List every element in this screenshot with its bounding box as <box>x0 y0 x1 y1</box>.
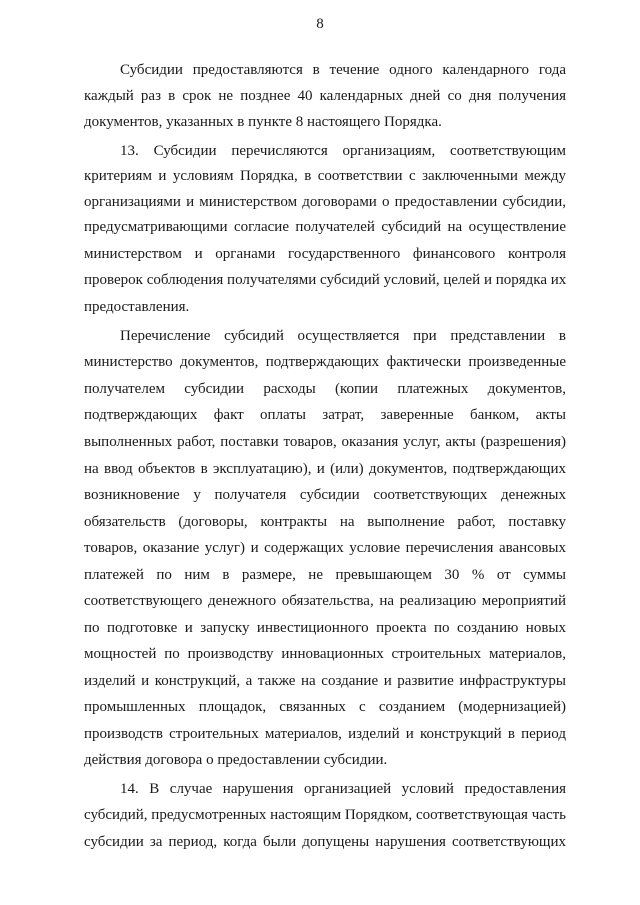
text-line: организациями и министерством договорами о предоставлении субсидии, <box>84 194 566 210</box>
text-line: мощностей по производству инновационных строительных материалов, <box>84 646 566 662</box>
text-line: платежей по ним в размере, не превышающем 30 % от суммы <box>84 567 566 583</box>
text-line: промышленных площадок, связанных с созданием (модернизацией) <box>84 699 566 715</box>
text-line: производств строительных материалов, изделий и конструкций в период <box>84 726 566 742</box>
text-line: субсидий, предусмотренных настоящим Порядком, соответствующая часть <box>84 807 566 823</box>
text-line: документов, указанных в пункте 8 настоящего Порядка. <box>84 114 442 130</box>
text-line: 14. В случае нарушения организацией условий предоставления <box>120 781 566 797</box>
text-line: действия договора о предоставлении субсидии. <box>84 752 388 768</box>
text-line: на ввод объектов в эксплуатацию), и (или) документов, подтверждающих <box>84 461 566 477</box>
text-line: выполненных работ, поставки товаров, оказания услуг, акты (разрешения) <box>84 434 566 450</box>
text-line: изделий и конструкций, а также на создание и развитие инфраструктуры <box>84 673 566 689</box>
text-line: товаров, оказание услуг) и содержащих условие перечисления авансовых <box>84 540 566 556</box>
text-line: возникновение у получателя субсидии соответствующих денежных <box>84 487 566 503</box>
text-line: по подготовке и запуску инвестиционного проекта по созданию новых <box>84 620 566 636</box>
text-line: предоставления. <box>84 299 190 315</box>
text-line: Перечисление субсидий осуществляется при представлении в <box>120 328 566 344</box>
text-line: каждый раз в срок не позднее 40 календарных дней со дня получения <box>84 88 566 104</box>
text-line: субсидии за период, когда были допущены нарушения соответствующих <box>84 834 566 850</box>
text-line: проверок соблюдения получателями субсидий условий, целей и порядка их <box>84 272 567 288</box>
text-line: Субсидии предоставляются в течение одного календарного года <box>120 62 566 78</box>
page-number: 8 <box>316 16 324 32</box>
text-line: предусматривающими согласие получателей субсидий на осуществление <box>84 219 566 235</box>
text-line: критериям и условиям Порядка, в соответствии с заключенными между <box>84 168 566 184</box>
text-line: министерством и органами государственного финансового контроля <box>84 246 566 262</box>
text-line: министерство документов, подтверждающих фактически произведенные <box>84 354 566 370</box>
text-line: соответствующего денежного обязательства, на реализацию мероприятий <box>84 593 566 609</box>
text-line: подтверждающих факт оплаты затрат, заверенные банком, акты <box>84 407 566 423</box>
text-line: обязательств (договоры, контракты на выполнение работ, поставку <box>84 514 566 530</box>
text-line: получателем субсидии расходы (копии платежных документов, <box>84 381 566 397</box>
text-line: 13. Субсидии перечисляются организациям, соответствующим <box>120 143 566 159</box>
